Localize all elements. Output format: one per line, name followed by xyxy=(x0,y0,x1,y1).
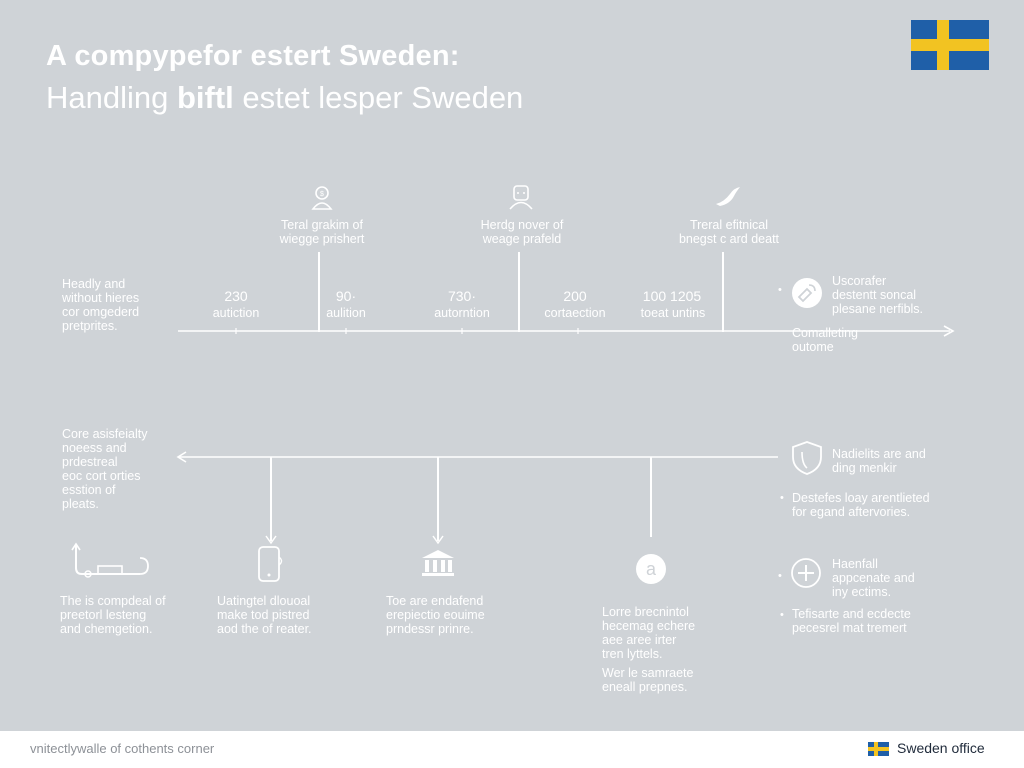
bullet-dot: • xyxy=(778,284,782,296)
stat-caption: autiction xyxy=(212,306,260,320)
step-text-1 xyxy=(60,594,166,636)
worker-icon xyxy=(508,184,534,210)
note-line: hecemag echere xyxy=(602,619,696,633)
milestone-label-2 xyxy=(462,218,582,246)
truck-icon xyxy=(68,540,152,580)
footer-left-text: vnitectlywalle of cothents corner xyxy=(30,741,215,756)
bottom-left-note xyxy=(62,427,147,511)
note-line: pretprites. xyxy=(62,319,118,333)
note-line: Destefes loay arentlieted xyxy=(792,491,930,505)
svg-text:a: a xyxy=(645,559,657,579)
satellite-icon xyxy=(790,276,824,310)
note-line: Lorre brecnintol xyxy=(602,605,689,619)
subtitle-part-1: Handling xyxy=(46,80,177,115)
note-line: appcenate and xyxy=(832,571,915,585)
connector-line xyxy=(437,457,439,541)
stat-caption: aulition xyxy=(326,306,366,320)
plus-icon xyxy=(790,557,822,589)
note-line: Tefisarte and ecdecte xyxy=(792,607,911,621)
stat-caption: cortaection xyxy=(544,306,606,320)
note-line: make tod pistred xyxy=(217,608,310,622)
note-line: for egand aftervories. xyxy=(792,505,911,519)
at-icon xyxy=(634,552,668,586)
page-subtitle xyxy=(46,80,523,116)
note-line: cor omgederd xyxy=(62,305,140,319)
stat-number: 230 xyxy=(224,288,248,304)
stat-number: 200 xyxy=(563,288,587,304)
note-line: iny ectims. xyxy=(832,585,892,599)
note-line: prdestreal xyxy=(62,455,118,469)
note-line: aee aree irter xyxy=(602,633,677,647)
note-line: destentt soncal xyxy=(832,288,917,302)
note-line: outome xyxy=(792,340,834,354)
bottom-right-note-2 xyxy=(832,557,915,599)
bottom-right-bullet-1 xyxy=(792,491,930,519)
note-line: The is compdeal of xyxy=(60,594,166,608)
note-line: pleats. xyxy=(62,497,99,511)
bullet-dot: • xyxy=(778,570,782,582)
note-line: Nadielits are and xyxy=(832,447,926,461)
label-line: Teral grakim of xyxy=(281,218,363,232)
step-text-4b xyxy=(602,666,693,694)
outcome-label xyxy=(792,326,858,354)
shield-icon xyxy=(790,440,824,476)
timeline-arrow-bottom xyxy=(176,450,780,464)
bullet-dot: • xyxy=(780,492,784,504)
note-line: aod the of reater. xyxy=(217,622,312,636)
top-left-note xyxy=(62,277,139,333)
stat-caption: autorntion xyxy=(434,306,490,320)
note-line: Uatingtel dlouoal xyxy=(217,594,311,608)
note-line: preetorl lesteng xyxy=(60,608,147,622)
sweden-flag-icon xyxy=(911,20,989,70)
subtitle-part-bold: biftl xyxy=(176,80,234,115)
person-icon xyxy=(310,184,334,210)
note-line: Core asisfeialty xyxy=(62,427,148,441)
connector-line xyxy=(722,252,724,332)
note-line: plesane nerfibls. xyxy=(832,302,924,316)
bottom-right-note-1 xyxy=(832,447,926,475)
note-line: pecesrel mat tremert xyxy=(792,621,907,635)
note-line: Headly and xyxy=(62,277,126,291)
label-line: wiegge prishert xyxy=(279,232,365,246)
svg-text:$: $ xyxy=(320,191,324,198)
step-text-3 xyxy=(386,594,485,636)
label-line: bnegst c ard deatt xyxy=(678,232,780,246)
top-right-note xyxy=(832,274,923,316)
label-line: weage prafeld xyxy=(482,232,562,246)
note-line: Comalleting xyxy=(792,326,859,340)
note-line: noeess and xyxy=(62,441,127,455)
note-line: and chemgetion. xyxy=(60,622,153,636)
connector-line xyxy=(650,457,652,537)
note-line: prndessr prinre. xyxy=(386,622,474,636)
note-line: ding menkir xyxy=(832,461,897,475)
subtitle-part-2: estet lesper Sweden xyxy=(233,80,524,115)
stat-caption: toeat untins xyxy=(640,306,706,320)
connector-line xyxy=(270,457,272,541)
bullet-dot: • xyxy=(780,609,784,621)
milestone-label-1 xyxy=(262,218,382,246)
bottom-right-bullet-2 xyxy=(792,607,911,635)
arrow-head-down xyxy=(265,535,277,545)
footer-brand: Sweden office xyxy=(897,740,985,756)
note-line: erepiectio eouime xyxy=(386,608,485,622)
note-line: without hieres xyxy=(62,291,140,305)
page-title: A compypefor estert Sweden: xyxy=(46,40,460,72)
bank-icon xyxy=(420,548,456,578)
note-line: Wer le samraete xyxy=(602,666,694,680)
label-line: Treral efitnical xyxy=(689,218,769,232)
note-line: Toe are endafend xyxy=(386,594,484,608)
connector-line xyxy=(518,252,520,332)
phone-icon xyxy=(256,545,286,583)
note-line: Haenfall xyxy=(832,557,878,571)
note-line: eoc cort orties xyxy=(62,469,141,483)
sweden-flag-icon xyxy=(868,742,889,756)
label-line: Herdg nover of xyxy=(480,218,564,232)
stat-number: 730· xyxy=(447,288,477,304)
note-line: tren lyttels. xyxy=(602,647,663,661)
note-line: eneall prepnes. xyxy=(602,680,688,694)
stat-number: 90· xyxy=(335,288,357,304)
note-line: esstion of xyxy=(62,483,116,497)
bird-icon xyxy=(714,184,742,208)
step-text-4 xyxy=(602,605,695,661)
note-line: Uscorafer xyxy=(832,274,887,288)
step-text-2 xyxy=(217,594,312,636)
milestone-label-3 xyxy=(666,218,792,246)
stat-number: 100 1205 xyxy=(642,288,702,304)
arrow-head-down xyxy=(432,535,444,545)
